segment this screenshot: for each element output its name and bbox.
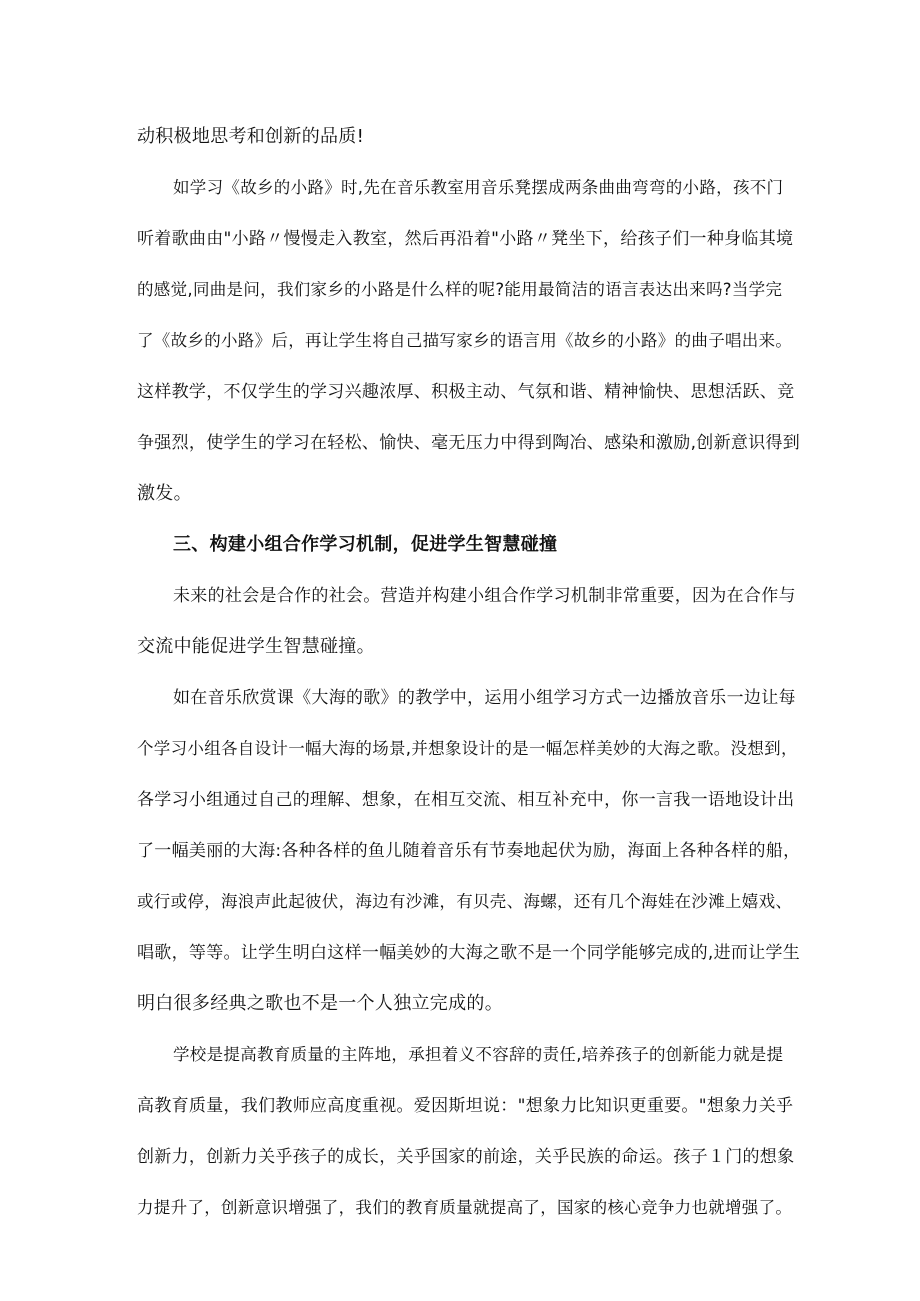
text-line: 个学习小组各自设计一幅大海的场景,并想象设计的是一幅怎样美妙的大海之歌。没想到， xyxy=(137,739,798,758)
text-line: 听着歌曲由"小路〃慢慢走入教室，然后再沿着"小路〃凳坐下，给孩子们一种身临其境 xyxy=(137,229,794,249)
text-line: 这样教学，不仅学生的学习兴趣浓厚、积极主动、气氛和谐、精神愉快、思想活跃、竞 xyxy=(137,382,795,402)
text-line: 高教育质量，我们教师应高度重视。爱因斯坦说："想象力比知识更重要。"想象力关乎 xyxy=(137,1096,794,1116)
text-line: 或行或停，海浪声此起彼伏，海边有沙滩，有贝壳、海螺，还有几个海娃在沙滩上嬉戏、 xyxy=(137,892,793,911)
paragraph-first-line: 如学习《故乡的小路》时,先在音乐教室用音乐凳摆成两条曲曲弯弯的小路，孩不门 xyxy=(173,178,784,197)
section-heading: 三、构建小组合作学习机制，促进学生智慧碰撞 xyxy=(173,534,558,555)
text-line: 明白很多经典之歌也不是一个人独立完成的。 xyxy=(137,993,503,1014)
text-line: 唱歌，等等。让学生明白这样一幅美妙的大海之歌不是一个同学能够完成的,进而让学生 xyxy=(137,943,801,963)
paragraph-first-line: 学校是提高教育质量的主阵地，承担着义不容辞的责任,培养孩子的创新能力就是提 xyxy=(173,1045,784,1064)
text-line: 激发。 xyxy=(137,483,192,504)
text-line: 创新力，创新力关乎孩子的成长，关乎国家的前途，关乎民族的命运。孩子１门的想象 xyxy=(137,1147,795,1167)
text-line: 的感觉,同曲是问，我们家乡的小路是什么样的呢?能用最简洁的语言表达出来吗?当学完 xyxy=(137,280,783,299)
paragraph-first-line: 未来的社会是合作的社会。营造并构建小组合作学习机制非常重要，因为在合作与 xyxy=(173,586,796,606)
text-line: 了一幅美丽的大海:各种各样的鱼儿随着音乐有节奏地起伏为励，海面上各种各样的船， xyxy=(137,841,801,861)
text-line: 动积极地思考和创新的品质! xyxy=(137,126,365,147)
text-line: 了《故乡的小路》后，再让学生将自己描写家乡的语言用《故乡的小路》的曲子唱出来。 xyxy=(137,331,793,350)
text-line: 交流中能促进学生智慧碰撞。 xyxy=(137,636,375,657)
text-line: 争强烈，使学生的学习在轻松、愉快、毫无压力中得到陶冶、感染和激励,创新意识得到 xyxy=(137,433,801,453)
text-line: 各学习小组通过自己的理解、想象，在相互交流、相互补充中，你一言我一语地设计出 xyxy=(137,790,795,810)
paragraph-first-line: 如在音乐欣赏课《大海的歌》的教学中，运用小组学习方式一边播放音乐一边让每 xyxy=(173,688,796,708)
text-line: 力提升了，创新意识增强了，我们的教育质量就提高了，国家的核心竞争力也就增强了。 xyxy=(137,1198,793,1217)
